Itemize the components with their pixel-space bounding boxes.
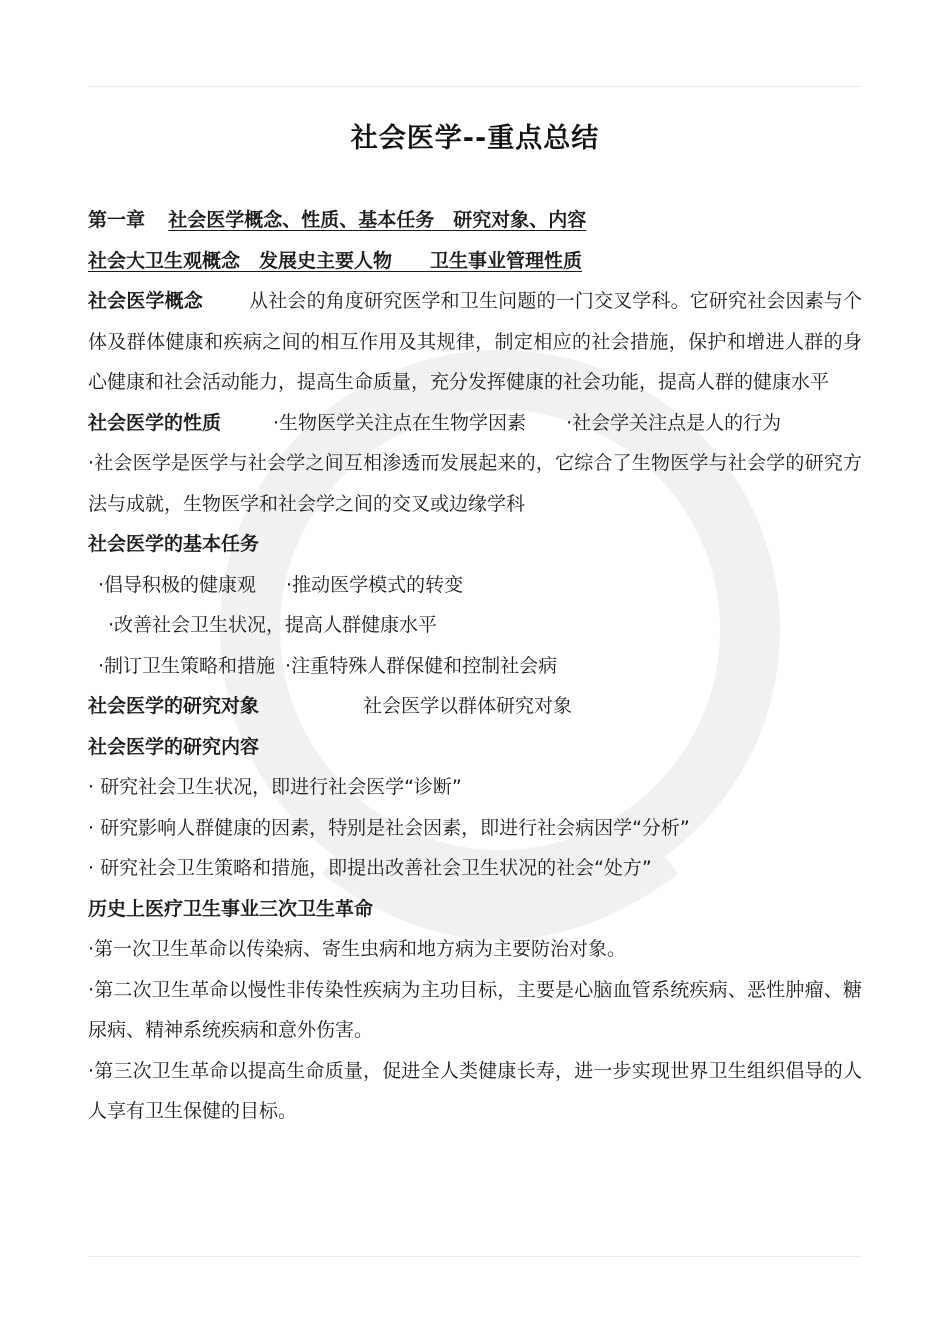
list-item: · 研究影响人群健康的因素，特别是社会因素，即进行社会病因学“分析” (88, 816, 690, 839)
nature-heading-line (88, 403, 862, 444)
tasks-heading: 社会医学的基本任务 (88, 533, 260, 555)
footer-rule (88, 1256, 862, 1257)
task-item: ·推动医学模式的转变 (286, 573, 464, 596)
chapter-heading (88, 200, 862, 241)
revolutions-heading: 历史上医疗卫生事业三次卫生革命 (88, 897, 374, 920)
task-item: ·倡导积极的健康观 (98, 573, 257, 596)
object-line (88, 686, 862, 727)
list-item: · 研究社会卫生策略和措施，即提出改善社会卫生状况的社会“处方” (88, 857, 652, 879)
research-heading: 社会医学的研究内容 (88, 735, 260, 758)
tasks-line-1 (88, 565, 862, 606)
object-text: 社会医学以群体研究对象 (363, 695, 573, 717)
nature-heading: 社会医学的性质 (88, 411, 222, 434)
task-item: ·注重特殊人群保健和控制社会病 (285, 654, 558, 677)
object-heading: 社会医学的研究对象 (88, 695, 260, 717)
concept-heading: 社会医学概念 (88, 290, 203, 312)
revolution-third: ·第三次卫生革命以提高生命质量，促进全人类健康长寿，进一步实现世界卫生组织倡导的人人享有卫生保健的目标。 (88, 1059, 862, 1122)
revolution-first: ·第一次卫生革命以传染病、寄生虫病和地方病为主要防治对象。 (88, 938, 627, 960)
task-item: ·改善社会卫生状况，提高人群健康水平 (108, 614, 438, 636)
chapter-topics-line1: 社会医学概念、性质、基本任务 研究对象、内容 (168, 209, 587, 231)
nature-text: ·社会医学是医学与社会学之间互相渗透而发展起来的，它综合了生物医学与社会学的研究方法与成就，生物医学和社会学之间的交叉或边缘学科 (88, 452, 862, 515)
concept-text: 从社会的角度研究医学和卫生问题的一门交叉学科。它研究社会因素与个体及群体健康和疾病之间的相互作用及其规律，制定相应的社会措施，保护和增进人群的身心健康和社会活动能力，提高生命质量，充分发挥健康的社会功能，提高人群的健康水平 (88, 290, 862, 393)
chapter-topics-line2: 社会大卫生观概念 发展史主要人物 卫生事业管理性质 (88, 249, 583, 272)
page-title: 社会医学--重点总结 (350, 123, 600, 154)
chapter-label: 第一章 (88, 209, 146, 231)
header-rule (88, 86, 862, 87)
tasks-line-3 (88, 646, 862, 687)
nature-point-1: ·生物医学关注点在生物学因素 (273, 411, 527, 434)
task-item: ·制订卫生策略和措施 (98, 654, 276, 677)
revolution-second: ·第二次卫生革命以慢性非传染性疾病为主功目标，主要是心脑血管系统疾病、恶性肿瘤、糖尿病、精神系统疾病和意外伤害。 (88, 978, 862, 1041)
document-body (88, 200, 862, 1132)
list-item: · 研究社会卫生状况，即进行社会医学“诊断” (88, 776, 462, 798)
nature-point-2: ·社会学关注点是人的行为 (566, 411, 782, 434)
concept-paragraph (88, 281, 862, 403)
